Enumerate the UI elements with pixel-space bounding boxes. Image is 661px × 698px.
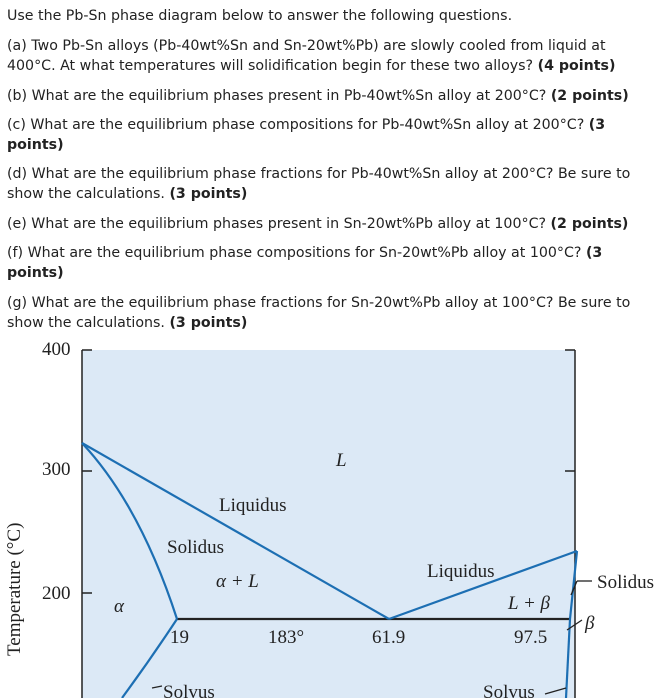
label-beta-L: L + β [508, 593, 551, 614]
y-tick-200: 200 [42, 583, 71, 604]
question-g: (g) What are the equilibrium phase fractions for Sn-20wt%Pb alloy at 100°C? Be sure to show the calculations. (3 points) [7, 295, 631, 331]
label-comp-97-5: 97.5 [514, 627, 548, 648]
y-axis-label: Temperature (°C) [4, 522, 25, 656]
label-comp-19: 19 [170, 627, 189, 648]
y-tick-300: 300 [42, 459, 71, 480]
label-alpha-L: α + L [216, 571, 259, 592]
label-temp-183: 183° [268, 627, 305, 648]
label-solvus-left: Solvus [163, 682, 215, 698]
label-solidus-left: Solidus [167, 537, 225, 558]
question-e: (e) What are the equilibrium phases present in Sn-20wt%Pb alloy at 100°C? (2 points) [7, 216, 629, 232]
label-solidus-right: Solidus [597, 572, 655, 593]
question-f: (f) What are the equilibrium phase compositions for Sn-20wt%Pb alloy at 100°C? (3 points) [7, 245, 603, 281]
label-alpha: α [114, 596, 124, 617]
label-comp-61-9: 61.9 [372, 627, 406, 648]
label-liquidus-left: Liquidus [219, 495, 287, 516]
question-b: (b) What are the equilibrium phases present in Pb-40wt%Sn alloy at 200°C? (2 points) [7, 88, 629, 104]
label-beta: β [585, 613, 595, 634]
question-a: (a) Two Pb-Sn alloys (Pb-40wt%Sn and Sn-20wt%Pb) are slowly cooled from liquid at 400°C. At what temperatures will solidification begin for these two alloys? (4 points) [7, 38, 616, 74]
diagram-background [82, 350, 575, 698]
question-d: (d) What are the equilibrium phase fractions for Pb-40wt%Sn alloy at 200°C? Be sure to show the calculations. (3 points) [7, 166, 631, 202]
question-c: (c) What are the equilibrium phase compositions for Pb-40wt%Sn alloy at 200°C? (3 points) [7, 117, 606, 153]
label-solvus-right: Solvus [483, 682, 535, 698]
label-liquidus-right: Liquidus [427, 561, 495, 582]
intro-text: Use the Pb-Sn phase diagram below to answer the following questions. [7, 8, 513, 24]
y-tick-400: 400 [42, 339, 71, 360]
label-L: L [336, 450, 347, 471]
